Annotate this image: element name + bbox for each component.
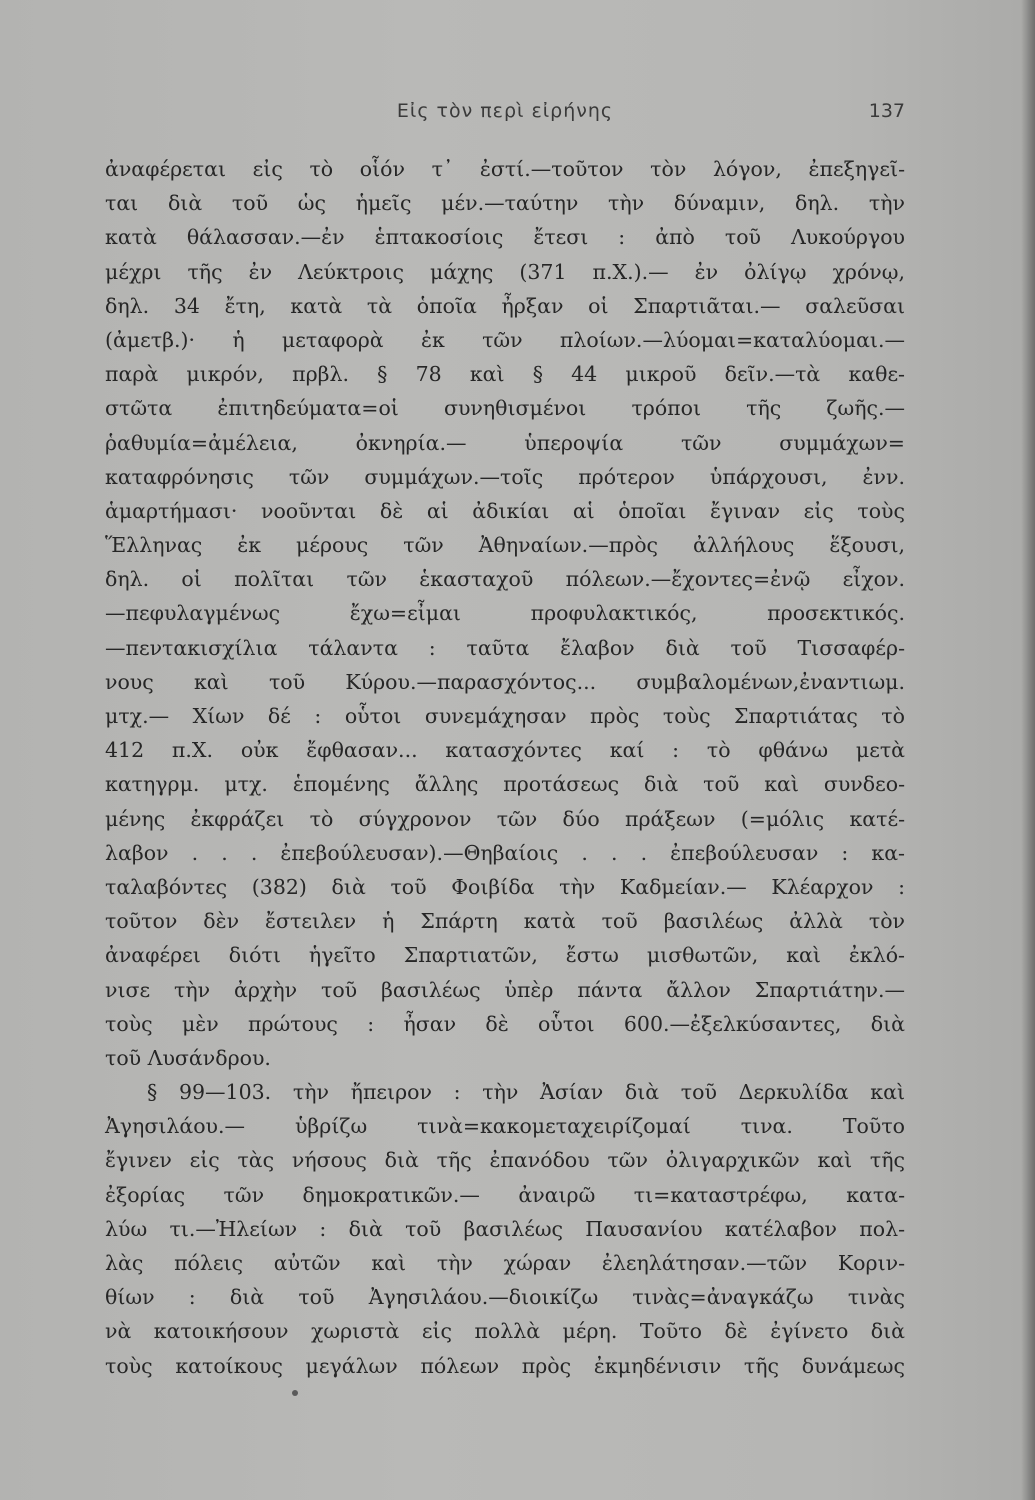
text-line: —πεφυλαγμένως ἔχω=εἶμαι προφυλακτικός, προσεκτικός. — [105, 601, 905, 626]
text-line: ται διὰ τοῦ ὡς ἡμεῖς μέν.—ταύτην τὴν δύναμιν, δηλ. τὴν — [105, 191, 905, 216]
text-line: κατὰ θάλασσαν.—ἐν ἑπτακοσίοις ἔτεσι : ἀπὸ τοῦ Λυκούργου — [105, 225, 905, 250]
text-line: (ἀμετβ.)· ἡ μεταφορὰ ἐκ τῶν πλοίων.—λύομαι=καταλύομαι.— — [105, 327, 905, 352]
text-line: Ἕλληνας ἐκ μέρους τῶν Ἀθηναίων.—πρὸς ἀλλήλους ἕξουσι, — [105, 533, 905, 558]
text-line: κατηγρμ. μτχ. ἑπομένης ἄλλης προτάσεως διὰ τοῦ καὶ συνδεο- — [105, 772, 905, 797]
text-line: ἁμαρτήμασι· νοοῦνται δὲ αἱ ἀδικίαι αἱ ὁποῖαι ἔγιναν εἰς τοὺς — [105, 498, 905, 523]
text-line: νους καὶ τοῦ Κύρου.—παρασχόντος... συμβαλομένων,ἐναντιωμ. — [105, 669, 905, 694]
text-line: τοὺς μὲν πρώτους : ἦσαν δὲ οὗτοι 600.—ἐξελκύσαντες, διὰ — [105, 1011, 905, 1036]
text-line: μτχ.— Χίων δέ : οὗτοι συνεμάχησαν πρὸς τοὺς Σπαρτιάτας τὸ — [105, 704, 905, 728]
text-line: μέχρι τῆς ἐν Λεύκτροις μάχης (371 π.Χ.).— ἐν ὀλίγῳ χρόνῳ, — [105, 259, 905, 284]
text-line: μένης ἐκφράζει τὸ σύγχρονον τῶν δύο πράξεων (=μόλις κατέ- — [105, 806, 905, 831]
text-line: δηλ. οἱ πολῖται τῶν ἑκασταχοῦ πόλεων.—ἔχοντες=ἐνῷ εἶχον. — [105, 567, 905, 592]
text-line: νὰ κατοικήσουν χωριστὰ εἰς πολλὰ μέρη. Τοῦτο δὲ ἐγίνετο διὰ — [105, 1319, 905, 1344]
text-line: ἐξορίας τῶν δημοκρατικῶν.— ἀναιρῶ τι=καταστρέφω, κατα- — [105, 1182, 905, 1207]
text-line: θίων : διὰ τοῦ Ἀγησιλάου.—διοικίζω τινὰς=ἀναγκάζω τινὰς — [105, 1285, 905, 1310]
text-line: ῥαθυμία=ἀμέλεια, ὀκνηρία.— ὑπεροψία τῶν συμμάχων= — [105, 430, 905, 455]
paper-speck — [292, 1390, 298, 1396]
commentary-text — [105, 152, 905, 1383]
text-line: λαβον . . . ἐπεβούλευσαν).—Θηβαίοις . . . ἐπεβούλευσαν : κα- — [105, 840, 905, 865]
text-line: καταφρόνησις τῶν συμμάχων.—τοῖς πρότερον ὑπάρχουσι, ἐνν. — [105, 464, 905, 489]
text-line: λύω τι.—Ἠλείων : διὰ τοῦ βασιλέως Παυσανίου κατέλαβον πολ- — [105, 1216, 905, 1241]
text-line: ταλαβόντες (382) διὰ τοῦ Φοιβίδα τὴν Καδμείαν.— Κλέαρχον : — [105, 874, 905, 899]
running-title: Εἰς τὸν περὶ εἰρήνης — [396, 100, 614, 122]
text-line: 412 π.Χ. οὐκ ἔφθασαν... κατασχόντες καί : τὸ φθάνω μετὰ — [105, 738, 905, 763]
text-line: τοὺς κατοίκους μεγάλων πόλεων πρὸς ἐκμηδένισιν τῆς δυνάμεως — [105, 1353, 905, 1378]
text-line: τοῦ Λυσάνδρου. — [105, 1045, 271, 1070]
text-line: ἔγινεν εἰς τὰς νήσους διὰ τῆς ἐπανόδου τῶν ὀλιγαρχικῶν καὶ τῆς — [105, 1148, 905, 1173]
text-line: ἀναφέρει διότι ἡγεῖτο Σπαρτιατῶν, ἔστω μισθωτῶν, καὶ ἐκλό- — [105, 943, 905, 968]
page-header — [105, 100, 905, 136]
text-line: λὰς πόλεις αὐτῶν καὶ τὴν χώραν ἐλεηλάτησαν.—τῶν Κοριν- — [105, 1251, 905, 1275]
text-line: παρὰ μικρόν, πρβλ. § 78 καὶ § 44 μικροῦ δεῖν.—τὰ καθε- — [105, 362, 905, 387]
text-line: νισε τὴν ἀρχὴν τοῦ βασιλέως ὑπὲρ πάντα ἄλλον Σπαρτιάτην.— — [105, 977, 905, 1002]
text-line: τοῦτον δὲν ἔστειλεν ἡ Σπάρτη κατὰ τοῦ βασιλέως ἀλλὰ τὸν — [105, 909, 905, 934]
text-line: στῶτα ἐπιτηδεύματα=οἱ συνηθισμένοι τρόποι τῆς ζωῆς.— — [105, 396, 905, 421]
text-line: ἀναφέρεται εἰς τὸ οἷόν τ᾿ ἐστί.—τοῦτον τὸν λόγον, ἐπεξηγεῖ- — [105, 157, 905, 181]
text-line: § 99—103. τὴν ἤπειρον : τὴν Ἀσίαν διὰ τοῦ Δερκυλίδα καὶ — [147, 1080, 905, 1105]
text-line: Ἀγησιλάου.— ὑβρίζω τινὰ=κακομεταχειρίζομαί τινα. Τοῦτο — [105, 1114, 905, 1139]
text-line: —πεντακισχίλια τάλαντα : ταῦτα ἔλαβον διὰ τοῦ Τισσαφέρ- — [105, 635, 905, 660]
text-line: δηλ. 34 ἔτη, κατὰ τὰ ὁποῖα ἦρξαν οἱ Σπαρτιᾶται.— σαλεῦσαι — [105, 293, 905, 318]
page-number: 137 — [868, 100, 905, 122]
